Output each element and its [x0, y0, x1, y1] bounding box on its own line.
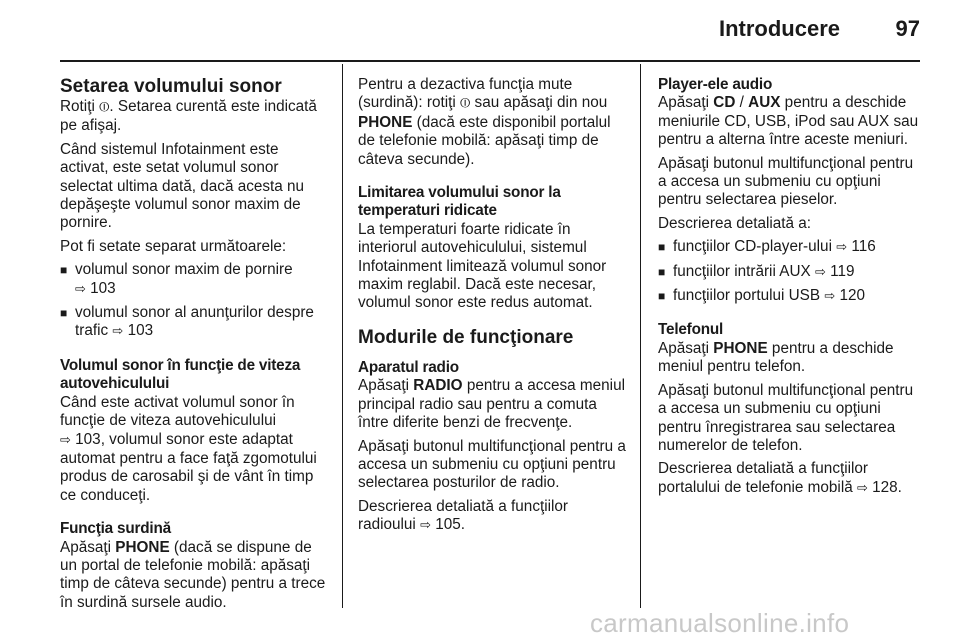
- phone-button-label: PHONE: [713, 339, 768, 357]
- bullet-list: [658, 238, 922, 306]
- page-reference-icon: ⇨: [824, 289, 836, 305]
- watermark: carmanualsonline.info: [590, 608, 850, 638]
- list-item: ■ funcţiilor portului USB ⇨ 120: [658, 287, 922, 306]
- volume-knob-icon: ⏼: [460, 96, 471, 112]
- cd-button-label: CD: [713, 94, 736, 112]
- chapter-title: Introducere: [718, 16, 840, 41]
- paragraph: Apăsaţi butonul multifuncţional pentru a accesa un submeniu cu opţiuni pentru selectarea posturilor de radio.: [358, 437, 626, 492]
- paragraph: Pentru a dezactiva funcţia mute (surdină): rotiţi ⏼ sau apăsaţi din nou PHONE (dacă este disponibil portalul de telefonie mobilă: apăsaţi timp de câteva secunde).: [358, 76, 611, 168]
- page-reference-icon: ⇨: [814, 264, 826, 280]
- paragraph: La temperaturi foarte ridicate în interiorul autovehiculului, sistemul Infotainment limitează volumul sonor maxim reglabil. Dacă este necesar, volumul sonor este redus automat.: [358, 220, 607, 312]
- section-title-modes: Modurile de funcţionare: [358, 326, 574, 348]
- page-reference-icon: ⇨: [836, 240, 848, 256]
- page-number: 97: [895, 16, 920, 41]
- list-item: ■ volumul sonor maxim de pornire ⇨ 103: [60, 261, 328, 299]
- paragraph: Apăsaţi butonul multifuncţional pentru a accesa un submeniu cu opţiuni pentru înregistrarea sau selectarea numerelor de telefon.: [658, 381, 914, 454]
- page-reference-link[interactable]: 103: [75, 430, 101, 448]
- section-title-volume: Setarea volumului sonor: [60, 76, 282, 97]
- column-1: [60, 76, 328, 617]
- subheading-phone: Telefonul: [658, 321, 724, 339]
- paragraph: Când este activat volumul sonor în funcţie de viteza autovehiculului ⇨ 103, volumul sonor este adaptat automat pentru a face faţă zgomotului produs de carosabil şi de vânt în timp ce conduceţi.: [60, 393, 317, 504]
- page-reference-icon: ⇨: [420, 518, 431, 534]
- bullet-list: [60, 261, 328, 342]
- column-divider-1: [342, 64, 343, 608]
- column-2: [358, 76, 628, 541]
- page-reference-link[interactable]: 103: [90, 279, 116, 297]
- paragraph: Descrierea detaliată a:: [658, 214, 812, 232]
- paragraph: Pot fi setate separat următoarele:: [60, 237, 287, 255]
- page-reference-link[interactable]: 119: [830, 262, 855, 280]
- volume-knob-icon: ⏼: [99, 100, 110, 115]
- subheading-temp-limit: Limitarea volumului sonor la temperaturi ridicate: [358, 184, 561, 220]
- paragraph: Apăsaţi butonul multifuncţional pentru a accesa un submeniu cu opţiuni pentru selectarea pieselor.: [658, 154, 914, 209]
- page-reference-link[interactable]: 105.: [435, 516, 466, 534]
- phone-button-label: PHONE: [358, 113, 413, 131]
- list-item: ■ volumul sonor al anunţurilor despre trafic ⇨ 103: [60, 304, 328, 342]
- page-reference-icon: ⇨: [857, 480, 868, 496]
- header-rule: [60, 60, 920, 62]
- page-reference-icon: ⇨: [75, 281, 86, 297]
- subheading-radio: Aparatul radio: [358, 358, 459, 376]
- page-reference-link[interactable]: 128.: [872, 478, 902, 496]
- paragraph: Apăsaţi RADIO pentru a accesa meniul principal radio sau pentru a comuta între diferite benzi de frecvenţe.: [358, 377, 625, 432]
- paragraph: Apăsaţi PHONE (dacă se dispune de un portal de telefonie mobilă: apăsaţi timp de câteva secunde) pentru a trece în surdină sursele audio.: [60, 538, 326, 611]
- aux-button-label: AUX: [748, 94, 781, 112]
- list-item: ■ funcţiilor CD-player-ului ⇨ 116: [658, 238, 922, 257]
- paragraph: Descrierea detaliată a funcţiilor radioului ⇨ 105.: [358, 497, 569, 534]
- phone-button-label: PHONE: [115, 538, 170, 556]
- column-divider-2: [640, 64, 641, 608]
- subheading-mute: Funcţia surdină: [60, 520, 171, 538]
- page-reference-icon: ⇨: [112, 324, 124, 340]
- paragraph: Rotiţi ⏼. Setarea curentă este indicată pe afişaj.: [60, 98, 317, 135]
- radio-button-label: RADIO: [413, 377, 463, 395]
- page-reference-icon: ⇨: [60, 432, 71, 448]
- page-reference-link[interactable]: 103: [127, 322, 154, 340]
- subheading-speed-volume: Volumul sonor în funcţie de viteza autovehiculului: [60, 356, 301, 393]
- paragraph: Apăsaţi PHONE pentru a deschide meniul pentru telefon.: [658, 339, 894, 376]
- page-header: [60, 0, 920, 62]
- column-3: [658, 76, 922, 503]
- paragraph: Descrierea detaliată a funcţiilor portalului de telefonie mobilă ⇨ 128.: [658, 460, 902, 496]
- page-reference-link[interactable]: 116: [851, 238, 876, 256]
- subheading-audio-players: Player-ele audio: [658, 76, 773, 93]
- paragraph: Când sistemul Infotainment este activat, este setat volumul sonor selectat ultima dată, dacă acesta nu depăşeşte volumul sonor maxim de pornire.: [60, 140, 305, 232]
- page-reference-link[interactable]: 120: [839, 287, 866, 305]
- list-item: ■ funcţiilor intrării AUX ⇨ 119: [658, 263, 922, 282]
- paragraph: Apăsaţi CD / AUX pentru a deschide meniurile CD, USB, iPod sau AUX sau pentru a alterna între aceste meniuri.: [658, 94, 919, 149]
